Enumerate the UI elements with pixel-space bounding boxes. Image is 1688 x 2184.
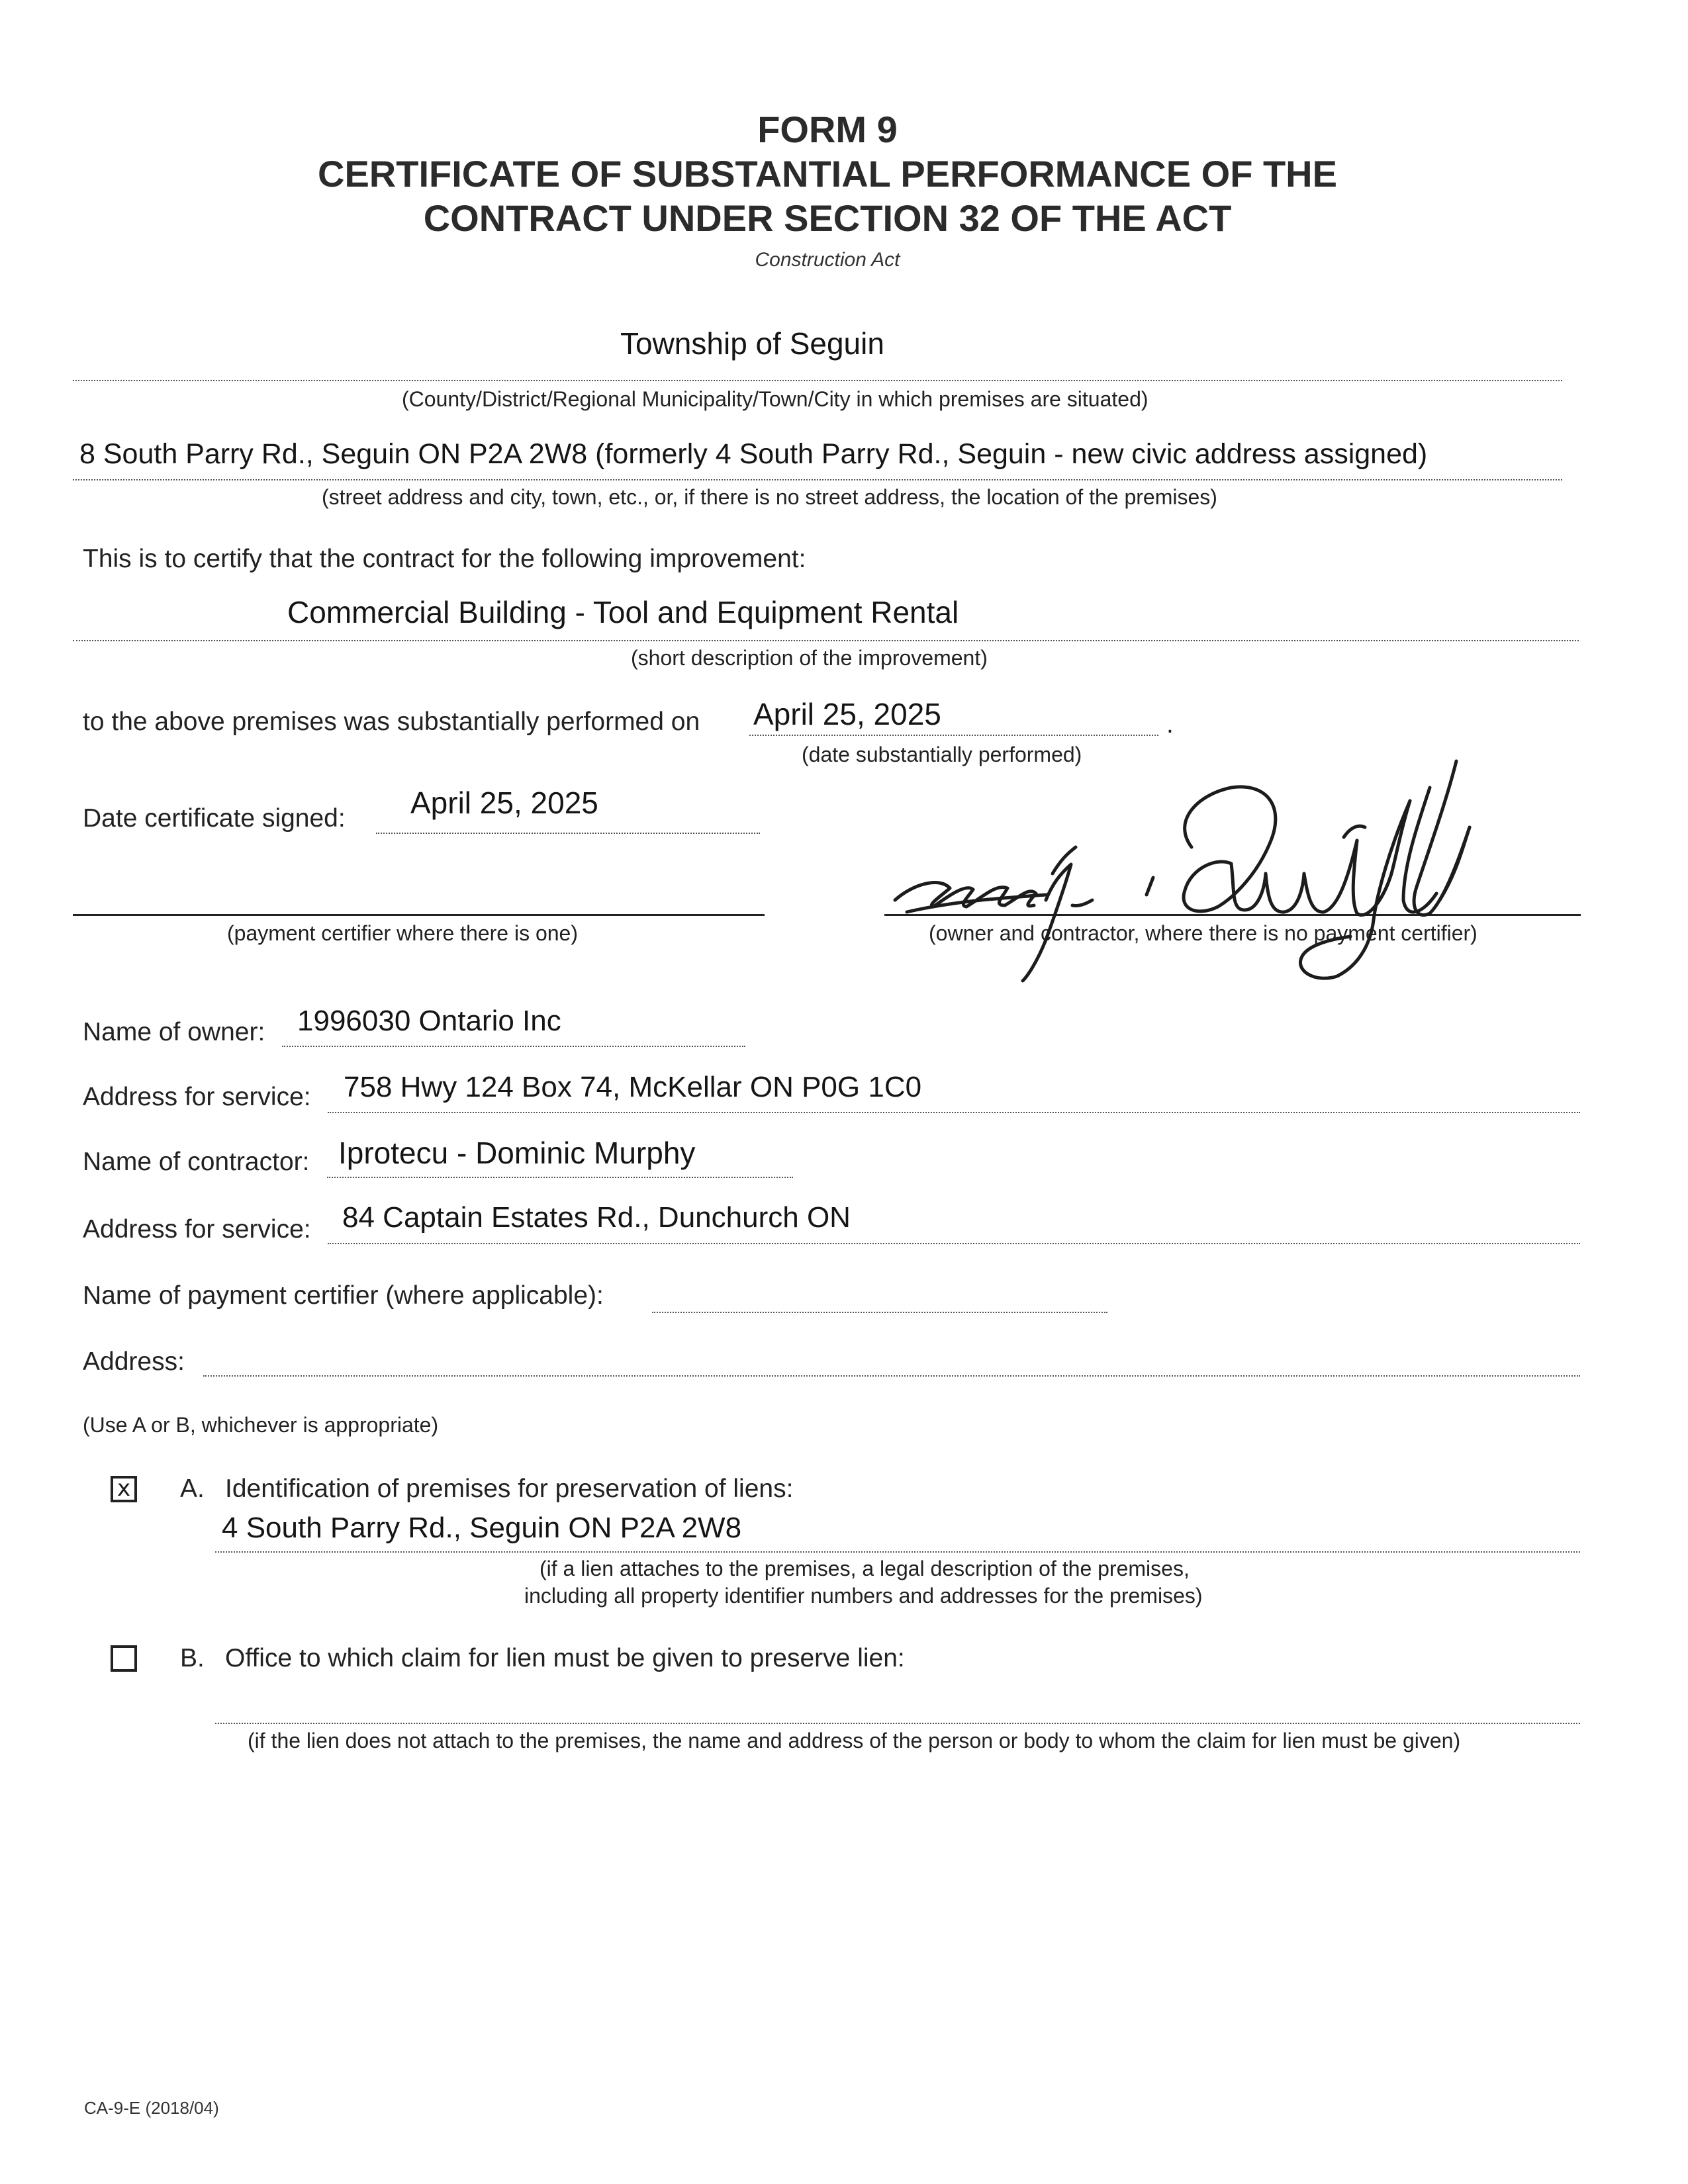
owner-address-value: 758 Hwy 124 Box 74, McKellar ON P0G 1C0 — [344, 1071, 922, 1103]
signed-date-value: April 25, 2025 — [410, 786, 598, 820]
street-address-value: 8 South Parry Rd., Seguin ON P2A 2W8 (formerly 4 South Parry Rd., Seguin - new civic address assigned) — [79, 438, 1428, 470]
contractor-name-label: Name of contractor: — [83, 1148, 310, 1176]
municipality-line — [73, 380, 1562, 381]
handwritten-signature — [887, 748, 1496, 986]
performed-caption: (date substantially performed) — [802, 743, 1082, 766]
payment-certifier-address-label: Address: — [83, 1347, 185, 1376]
contractor-name-line — [327, 1177, 793, 1178]
option-a-value: 4 South Parry Rd., Seguin ON P2A 2W8 — [222, 1512, 742, 1544]
contractor-address-value: 84 Captain Estates Rd., Dunchurch ON — [342, 1201, 851, 1234]
performed-date-value: April 25, 2025 — [753, 697, 941, 731]
payment-certifier-address-line — [203, 1375, 1580, 1377]
owner-address-line — [328, 1112, 1580, 1113]
municipality-value: Township of Seguin — [620, 326, 884, 361]
payment-certifier-name-line — [652, 1312, 1107, 1313]
form-code: CA-9-E (2018/04) — [84, 2098, 219, 2118]
performed-period: . — [1166, 710, 1174, 739]
signed-line — [376, 833, 760, 834]
option-a-letter: A. — [180, 1475, 205, 1503]
improvement-intro: This is to certify that the contract for the following improvement: — [83, 545, 806, 573]
owner-name-line — [282, 1046, 745, 1047]
contractor-name-value: Iprotecu - Dominic Murphy — [338, 1136, 696, 1170]
improvement-caption: (short description of the improvement) — [631, 646, 988, 670]
payment-certifier-caption: (payment certifier where there is one) — [227, 921, 578, 945]
payment-certifier-signature-line — [73, 914, 765, 916]
payment-certifier-name-label: Name of payment certifier (where applicable): — [83, 1281, 604, 1310]
options-instruction: (Use A or B, whichever is appropriate) — [83, 1413, 439, 1437]
owner-name-label: Name of owner: — [83, 1018, 265, 1046]
act-name: Construction Act — [755, 249, 900, 271]
option-a-caption-line-2: including all property identifier numbers and addresses for the premises) — [524, 1584, 1203, 1608]
contractor-address-label: Address for service: — [83, 1215, 311, 1244]
performed-label: to the above premises was substantially performed on — [83, 707, 700, 736]
option-b-line — [215, 1723, 1580, 1724]
option-a-checkbox[interactable]: x — [111, 1476, 137, 1502]
option-b-checkbox[interactable] — [111, 1645, 137, 1672]
street-address-caption: (street address and city, town, etc., or, if there is no street address, the location of the premises) — [322, 485, 1217, 509]
form-title-line-2: CONTRACT UNDER SECTION 32 OF THE ACT — [423, 197, 1232, 239]
option-b-label: Office to which claim for lien must be given to preserve lien: — [225, 1644, 905, 1672]
municipality-caption: (County/District/Regional Municipality/Town/City in which premises are situated) — [402, 387, 1149, 411]
option-a-line — [215, 1551, 1580, 1553]
form-title-line-1: CERTIFICATE OF SUBSTANTIAL PERFORMANCE OF THE — [318, 153, 1337, 195]
street-address-line — [73, 479, 1562, 480]
option-b-caption: (if the lien does not attach to the premises, the name and address of the person or body to whom the claim for lien must be given) — [248, 1729, 1461, 1752]
performed-line — [749, 735, 1158, 736]
option-b-letter: B. — [180, 1644, 205, 1672]
form-number: FORM 9 — [757, 109, 898, 150]
owner-address-label: Address for service: — [83, 1083, 311, 1111]
owner-contractor-caption: (owner and contractor, where there is no payment certifier) — [929, 921, 1477, 945]
option-a-caption-line-1: (if a lien attaches to the premises, a legal description of the premises, — [539, 1557, 1190, 1580]
improvement-line — [73, 640, 1579, 641]
contractor-address-line — [328, 1243, 1580, 1244]
owner-name-value: 1996030 Ontario Inc — [297, 1005, 561, 1037]
improvement-value: Commercial Building - Tool and Equipment Rental — [287, 595, 959, 629]
signed-label: Date certificate signed: — [83, 804, 346, 833]
option-a-label: Identification of premises for preservation of liens: — [225, 1475, 794, 1503]
